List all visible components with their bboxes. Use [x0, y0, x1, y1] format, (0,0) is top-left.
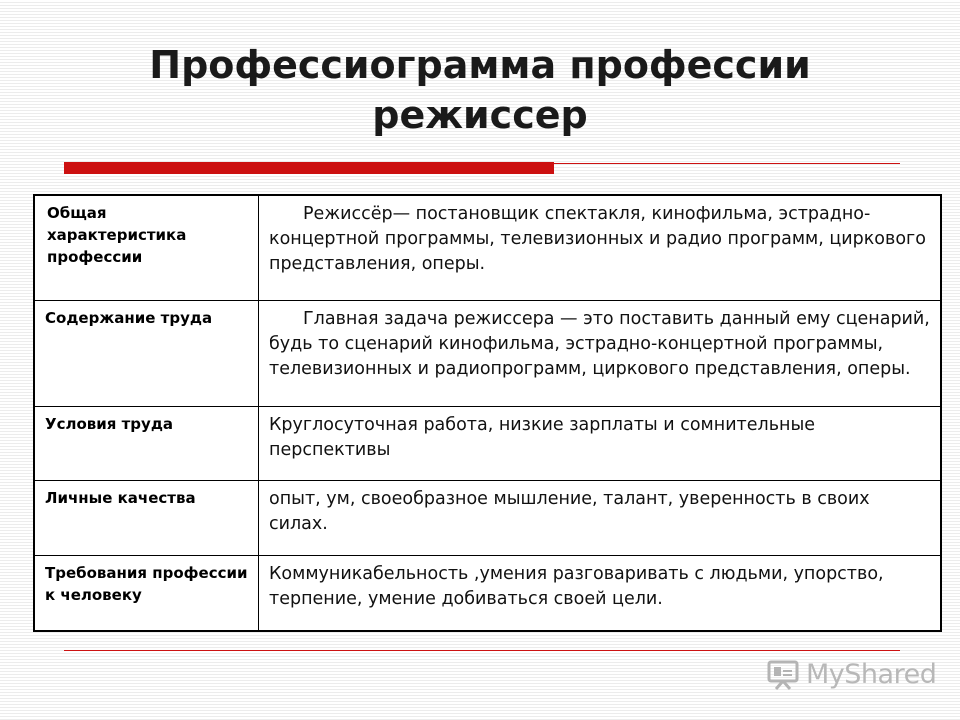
row-label: Содержание труда — [34, 301, 259, 406]
professiogram-table — [33, 194, 942, 632]
title-underline-thick — [64, 162, 554, 174]
row-value: Режиссёр— постановщик спектакля, кинофильма, эстрадно-концертной программы, телевизионных и радио программ, циркового представления, оперы. — [259, 195, 942, 301]
row-value: Главная задача режиссера — это поставить данный ему сценарий, будь то сценарий кинофильма, эстрадно-концертной программы, телевизионных и радиопрограмм, циркового представления, оперы. — [259, 301, 942, 406]
row-label: Требования профессии к человеку — [34, 556, 259, 631]
slide-title: Профессиограмма профессии режиссер — [149, 43, 811, 137]
table-row — [34, 406, 941, 481]
footer-rule — [64, 650, 900, 651]
presentation-board-icon — [766, 657, 800, 691]
row-value: Коммуникабельность ,умения разговаривать с людьми, упорство, терпение, умение добиваться своей цели. — [259, 556, 942, 631]
table-row — [34, 195, 941, 301]
row-label: Общая характеристика профессии — [34, 195, 259, 301]
row-label: Условия труда — [34, 406, 259, 481]
watermark — [766, 654, 936, 694]
watermark-text: MyShared — [806, 658, 937, 690]
table-row — [34, 556, 941, 631]
row-value: Круглосуточная работа, низкие зарплаты и сомнительные перспективы — [259, 406, 942, 481]
row-label: Личные качества — [34, 481, 259, 556]
row-value: опыт, ум, своеобразное мышление, талант, уверенность в своих силах. — [259, 481, 942, 556]
table-row — [34, 301, 941, 406]
table-row — [34, 481, 941, 556]
